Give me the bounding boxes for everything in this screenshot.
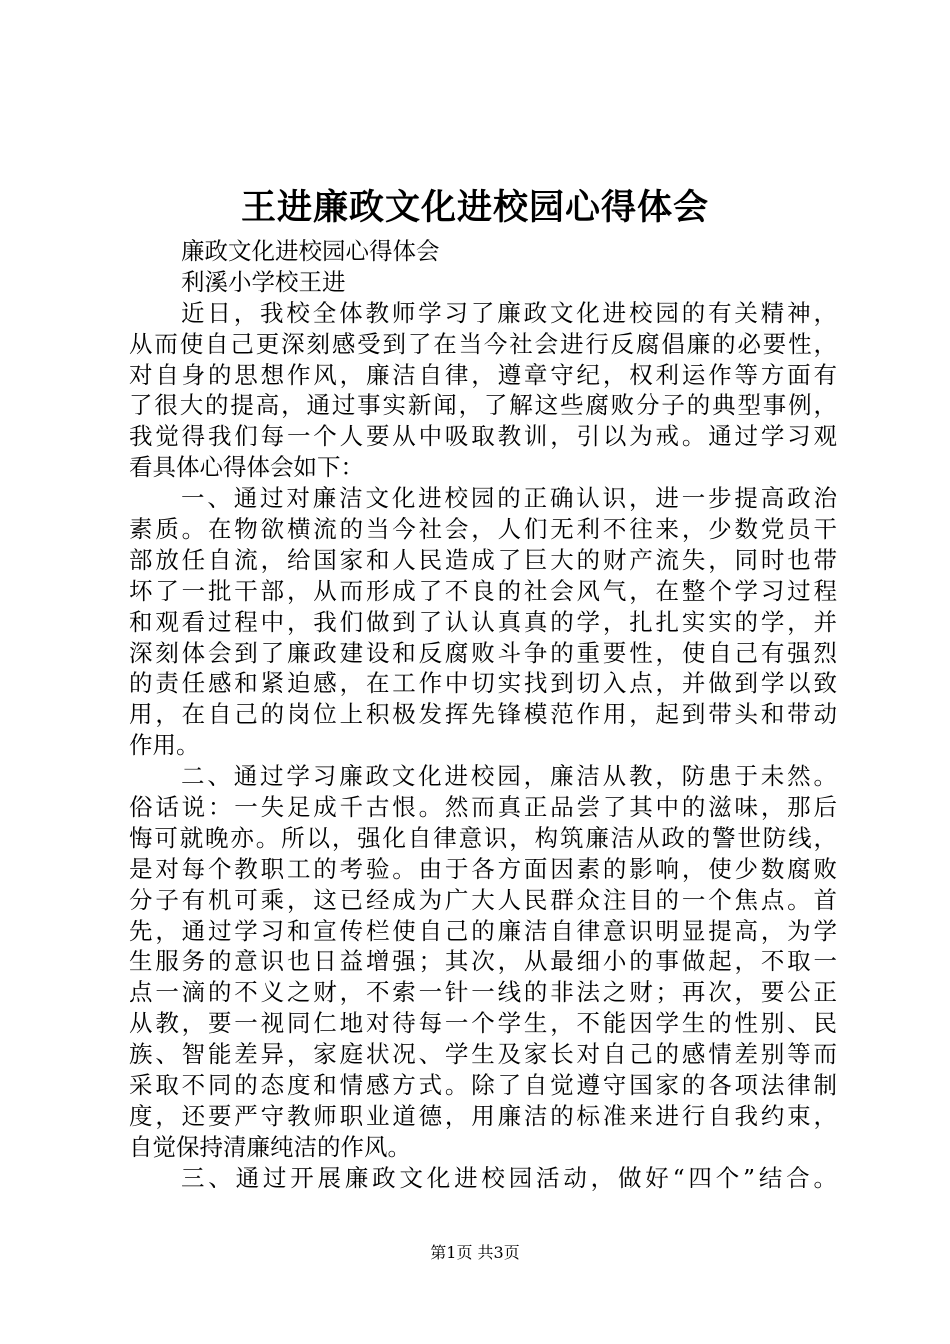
- text-line: 是对每个教职工的考验。由于各方面因素的影响，使少数腐败: [129, 854, 837, 883]
- text-line: 部放任自流，给国家和人民造成了巨大的财产流失，同时也带: [129, 545, 837, 574]
- text-line: 用，在自己的岗位上积极发挥先锋模范作用，起到带头和带动: [129, 700, 837, 729]
- text-line: 深刻体会到了廉政建设和反腐败斗争的重要性，使自己有强烈: [129, 638, 837, 667]
- text-line: 自觉保持清廉纯洁的作风。: [129, 1132, 411, 1161]
- text-line: 的责任感和紧迫感，在工作中切实找到切入点，并做到学以致: [129, 669, 837, 698]
- text-line: 作用。: [129, 731, 200, 760]
- text-line: 采取不同的态度和情感方式。除了自觉遵守国家的各项法律制: [129, 1071, 837, 1100]
- text-line: 先，通过学习和宣传栏使自己的廉洁自律意识明显提高，为学: [129, 916, 837, 945]
- page-footer: 第1页 共3页: [430, 1243, 520, 1262]
- text-line: 度，还要严守教师职业道德，用廉洁的标准来进行自我约束，: [129, 1101, 837, 1130]
- text-line: 俗话说：一失足成千古恨。然而真正品尝了其中的滋味，那后: [129, 793, 837, 822]
- text-line: 三、通过开展廉政文化进校园活动，做好“四个”结合。: [181, 1163, 837, 1192]
- text-line: 近日，我校全体教师学习了廉政文化进校园的有关精神，: [181, 298, 837, 327]
- text-line: 素质。在物欲横流的当今社会，人们无利不往来，少数党员干: [129, 515, 837, 544]
- text-line: 了很大的提高，通过事实新闻，了解这些腐败分子的典型事例，: [129, 391, 837, 420]
- text-line: 二、通过学习廉政文化进校园，廉洁从教，防患于未然。: [181, 762, 837, 791]
- text-line: 悔可就晚亦。所以，强化自律意识，构筑廉洁从政的警世防线，: [129, 823, 837, 852]
- text-line: 我觉得我们每一个人要从中吸取教训，引以为戒。通过学习观: [129, 422, 837, 451]
- text-line: 对自身的思想作风，廉洁自律，遵章守纪，权利运作等方面有: [129, 360, 837, 389]
- text-line: 从教，要一视同仁地对待每一个学生，不能因学生的性别、民: [129, 1009, 837, 1038]
- text-line: 一、通过对廉洁文化进校园的正确认识，进一步提高政治: [181, 484, 837, 513]
- document-body: [129, 236, 837, 1194]
- text-line: 和观看过程中，我们做到了认认真真的学，扎扎实实的学，并: [129, 607, 837, 636]
- document-title: 王进廉政文化进校园心得体会: [240, 187, 709, 228]
- text-line: 利溪小学校王进: [181, 267, 346, 296]
- text-line: 生服务的意识也日益增强；其次，从最细小的事做起，不取一: [129, 947, 837, 976]
- text-line: 分子有机可乘，这已经成为广大人民群众注目的一个焦点。首: [129, 885, 837, 914]
- text-line: 从而使自己更深刻感受到了在当今社会进行反腐倡廉的必要性，: [129, 329, 837, 358]
- text-line: 族、智能差异，家庭状况、学生及家长对自己的感情差别等而: [129, 1040, 837, 1069]
- text-line: 廉政文化进校园心得体会: [181, 237, 440, 265]
- text-line: 点一滴的不义之财，不索一针一线的非法之财；再次，要公正: [129, 978, 837, 1007]
- text-line: 坏了一批干部，从而形成了不良的社会风气，在整个学习过程: [129, 576, 837, 605]
- text-line: 看具体心得体会如下：: [129, 453, 364, 482]
